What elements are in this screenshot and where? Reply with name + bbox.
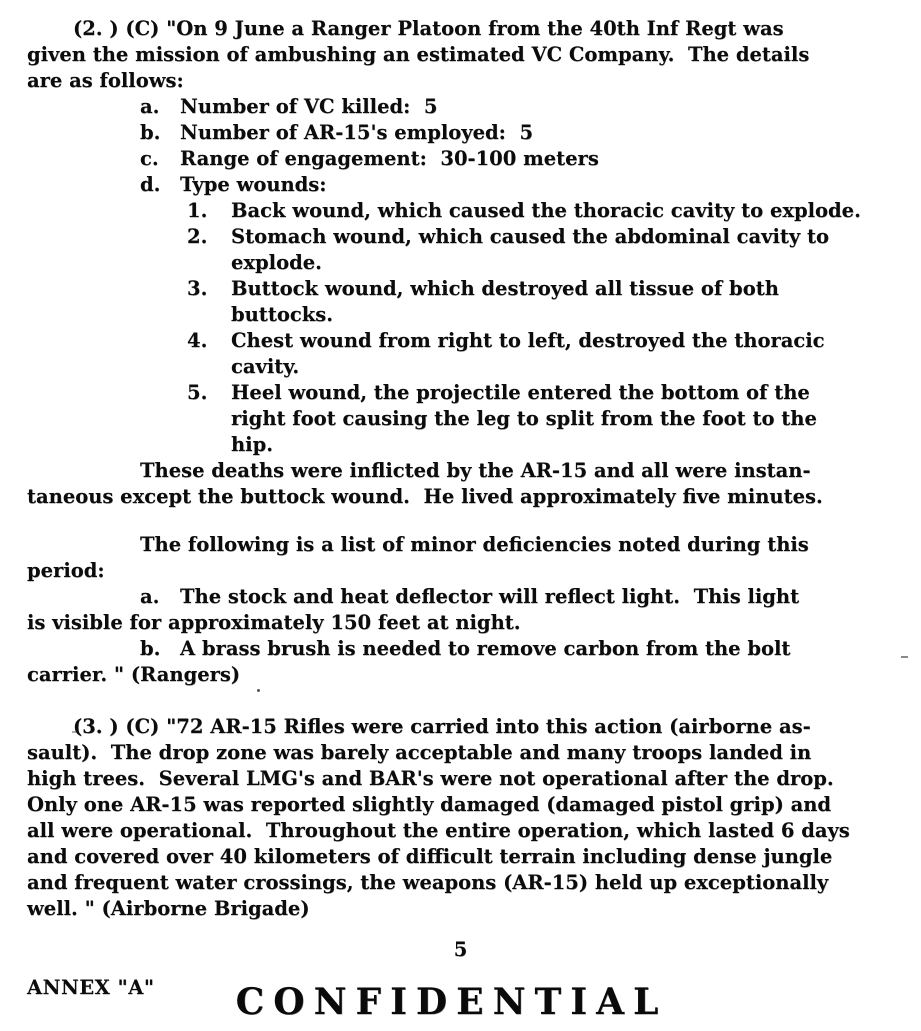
text-line: These deaths were inflicted by the AR-15 and all were instan- xyxy=(140,459,811,482)
list-marker: b. xyxy=(140,637,161,660)
list-item-b xyxy=(140,120,921,146)
wound-item-2 xyxy=(187,224,921,250)
wound-item-5-continuation: right foot causing the leg to split from the foot to the xyxy=(231,407,817,430)
list-item-text: Type wounds: xyxy=(180,173,327,196)
list-item-text: A brass brush is needed to remove carbon from the bolt xyxy=(180,637,791,660)
list-marker: a. xyxy=(140,95,160,118)
text-line: high trees. Several LMG's and BAR's were not operational after the drop. xyxy=(27,767,834,790)
paragraph-2-opening-line: (2. ) (C) "On 9 June a Ranger Platoon from the 40th Inf Regt was xyxy=(73,17,784,40)
list-item-text: Back wound, which caused the thoracic cavity to explode. xyxy=(231,199,861,222)
list-marker: 4. xyxy=(187,329,208,352)
list-item-text: Number of VC killed: 5 xyxy=(180,95,438,118)
list-item-d xyxy=(140,172,921,198)
classification-stamp: CONFIDENTIAL xyxy=(235,981,668,1023)
text-line: Only one AR-15 was reported slightly damaged (damaged pistol grip) and xyxy=(27,793,832,816)
wound-item-5-continuation: hip. xyxy=(231,433,274,456)
text-line: well. " (Airborne Brigade) xyxy=(27,897,310,920)
page-footer xyxy=(27,963,921,1031)
text-line: all were operational. Throughout the entire operation, which lasted 6 days xyxy=(27,819,850,842)
text-line: and covered over 40 kilometers of difficult terrain including dense jungle xyxy=(27,845,833,868)
list-marker: d. xyxy=(140,173,161,196)
scan-artifact xyxy=(72,731,76,733)
text-line: taneous except the buttock wound. He lived approximately five minutes. xyxy=(27,485,823,508)
deficiency-item-a xyxy=(140,584,921,610)
wound-item-1 xyxy=(187,198,921,224)
list-item-c xyxy=(140,146,921,172)
list-item-text: Stomach wound, which caused the abdominal cavity to xyxy=(231,225,829,248)
text-line: period: xyxy=(27,559,105,582)
list-marker: 1. xyxy=(187,199,208,222)
page-number: 5 xyxy=(453,938,468,961)
list-item-text: The stock and heat deflector will reflect light. This light xyxy=(180,585,800,608)
list-marker: 2. xyxy=(187,225,208,248)
paragraph-3-opening-line: (3. ) (C) "72 AR-15 Rifles were carried into this action (airborne as- xyxy=(73,715,811,738)
list-item-text: Buttock wound, which destroyed all tissue of both xyxy=(231,277,779,300)
text-line: carrier. " (Rangers) xyxy=(27,663,241,686)
list-item-text: Chest wound from right to left, destroyed the thoracic xyxy=(231,329,825,352)
scan-artifact xyxy=(257,689,260,692)
list-item-a xyxy=(140,94,921,120)
text-line: sault). The drop zone was barely acceptable and many troops landed in xyxy=(27,741,812,764)
list-marker: c. xyxy=(140,147,159,170)
list-marker: b. xyxy=(140,121,161,144)
list-item-text: Number of AR-15's employed: 5 xyxy=(180,121,534,144)
list-item-text: Heel wound, the projectile entered the bottom of the xyxy=(231,381,810,404)
scan-artifact xyxy=(901,656,908,658)
wound-item-4 xyxy=(187,328,921,354)
wound-item-3-continuation: buttocks. xyxy=(231,303,333,326)
deficiencies-intro-line: The following is a list of minor deficiencies noted during this xyxy=(140,533,809,556)
wound-item-4-continuation: cavity. xyxy=(231,355,300,378)
list-marker: 3. xyxy=(187,277,208,300)
text-line: and frequent water crossings, the weapons (AR-15) held up exceptionally xyxy=(27,871,829,894)
list-marker: 5. xyxy=(187,381,208,404)
text-line: is visible for approximately 150 feet at night. xyxy=(27,611,521,634)
wound-item-2-continuation: explode. xyxy=(231,251,322,274)
text-line: given the mission of ambushing an estimated VC Company. The details xyxy=(27,43,810,66)
text-line: are as follows: xyxy=(27,69,184,92)
list-item-text: Range of engagement: 30-100 meters xyxy=(180,147,599,170)
deficiency-item-b xyxy=(140,636,921,662)
wound-item-5 xyxy=(187,380,921,406)
annex-label: ANNEX "A" xyxy=(27,976,155,999)
wound-item-3 xyxy=(187,276,921,302)
list-marker: a. xyxy=(140,585,160,608)
